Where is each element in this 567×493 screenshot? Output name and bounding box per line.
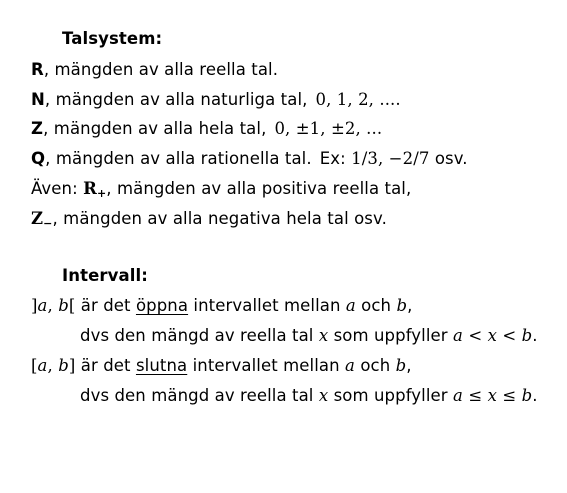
closed-underlined-word: slutna	[135, 356, 188, 375]
symbol-r: R	[31, 60, 44, 79]
rationals-tail: osv.	[434, 149, 468, 168]
closed-inequality: a ≤ x ≤ b	[453, 386, 533, 405]
line-open-description: dvs den mängd av reella tal x som uppfyller a < x < b.	[80, 326, 538, 345]
line-open-interval: ]a, b[ är det öppna intervallet mellan a och b,	[31, 296, 413, 315]
open-interval-notation: ]a, b[	[31, 296, 76, 315]
symbol-n: N	[31, 90, 45, 109]
integers-math: 0, ±1, ±2, ...	[274, 119, 383, 138]
negative-integers-text: , mängden av alla negativa hela tal osv.	[52, 209, 387, 228]
symbol-r-plus: $R_+$	[83, 179, 107, 200]
line-naturals	[31, 90, 401, 110]
rationals-text: , mängden av alla rationella tal.	[45, 149, 312, 168]
line-negative-integers	[31, 209, 387, 229]
naturals-text: , mängden av alla naturliga tal,	[44, 90, 308, 109]
closed-interval-notation: [a, b]	[31, 356, 76, 375]
line-rationals	[31, 149, 468, 169]
symbol-z-minus: $Z_-$	[31, 209, 53, 230]
example-label: Ex:	[319, 149, 346, 168]
rationals-math: 1/3, −2/7	[351, 149, 430, 168]
positive-reals-text: , mängden av alla positiva reella tal,	[106, 179, 412, 198]
open-inequality: a < x < b	[453, 326, 533, 345]
open-underlined-word: öppna	[135, 296, 189, 315]
symbol-q: Q	[31, 149, 46, 168]
reals-text: , mängden av alla reella tal.	[43, 60, 279, 79]
line-reals	[31, 60, 278, 80]
line-positive-reals	[31, 179, 411, 199]
line-closed-description: dvs den mängd av reella tal x som uppfyller a ≤ x ≤ b.	[80, 386, 538, 405]
integers-text: , mängden av alla hela tal,	[43, 119, 267, 138]
aven-prefix: Även:	[31, 179, 78, 198]
intervall-heading: Intervall:	[62, 266, 148, 285]
symbol-z: Z	[31, 119, 44, 138]
line-closed-interval: [a, b] är det slutna intervallet mellan a och b,	[31, 356, 412, 375]
talsystem-heading: Talsystem:	[62, 29, 163, 48]
line-integers	[31, 119, 382, 139]
naturals-math: 0, 1, 2, ....	[315, 90, 401, 109]
